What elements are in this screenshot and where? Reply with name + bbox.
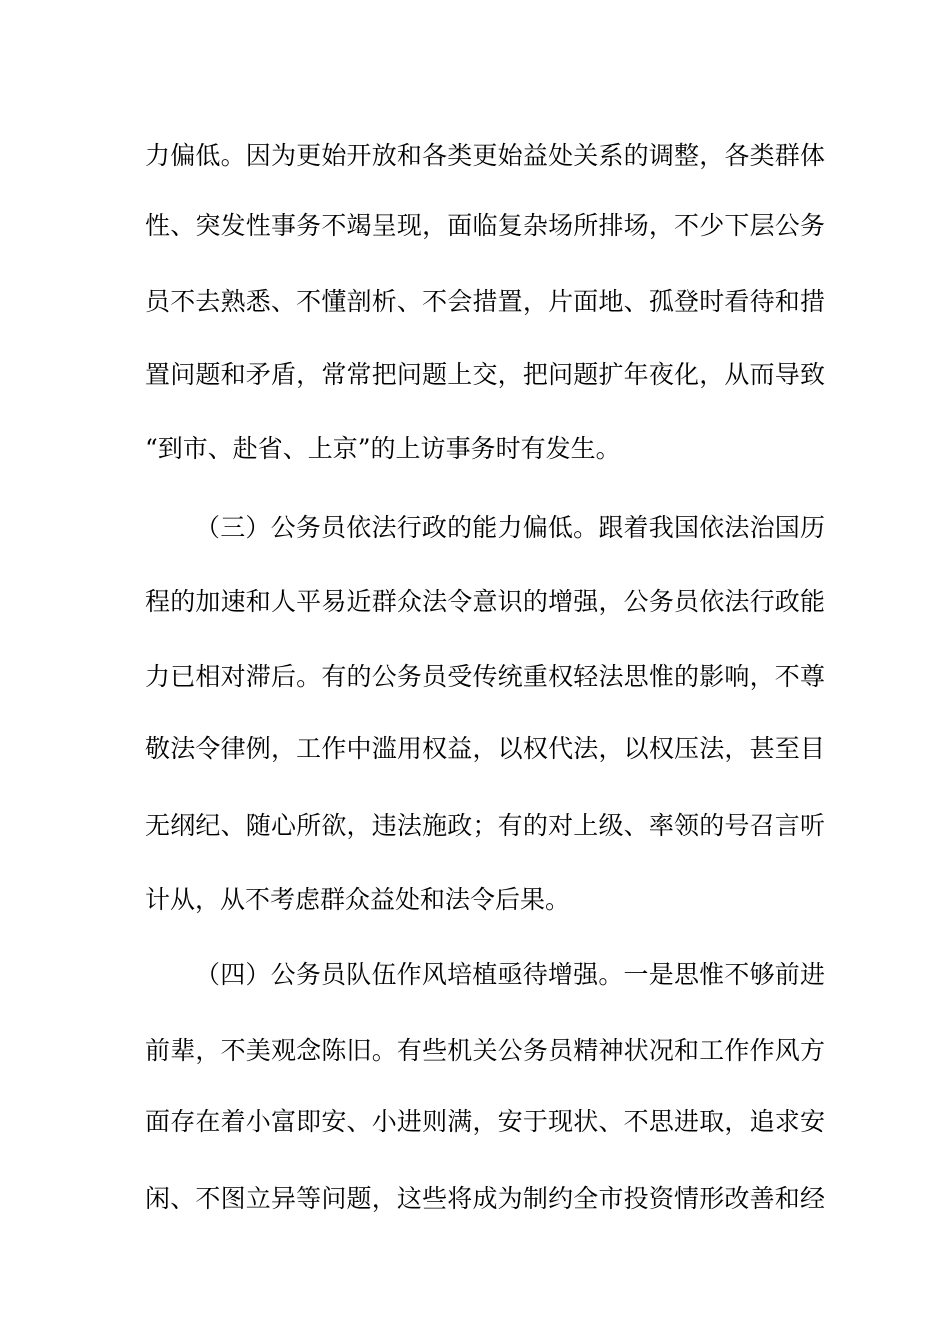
- text-line: 力已相对滞后。有的公务员受传统重权轻法思惟的影响，不尊: [145, 662, 825, 691]
- text-line: 性、突发性事务不竭呈现，面临复杂场所排场，不少下层公务: [145, 211, 825, 240]
- text-line: 无纲纪、随心所欲，违法施政；有的对上级、率领的号召言听: [145, 811, 825, 840]
- text-line: 计从，从不考虑群众益处和法令后果。: [145, 885, 571, 914]
- paragraph-first-line: （三）公务员依法行政的能力偏低。跟着我国依法治国历: [195, 513, 825, 542]
- paragraph-first-line: （四）公务员队伍作风培植亟待增强。一是思惟不够前进: [195, 960, 825, 989]
- text-line: “到市、赴省、上京”的上访事务时有发生。: [145, 434, 621, 463]
- text-line: 面存在着小富即安、小进则满，安于现状、不思进取，追求安: [145, 1107, 825, 1136]
- text-line: 程的加速和人平易近群众法令意识的增强，公务员依法行政能: [145, 587, 825, 616]
- text-line: 力偏低。因为更始开放和各类更始益处关系的调整，各类群体: [145, 141, 825, 170]
- text-line: 员不去熟悉、不懂剖析、不会措置，片面地、孤登时看待和措: [145, 287, 825, 316]
- text-line: 敬法令律例，工作中滥用权益，以权代法，以权压法，甚至目: [145, 734, 825, 763]
- text-line: 置问题和矛盾，常常把问题上交，把问题扩年夜化，从而导致: [145, 360, 825, 389]
- text-line: 前辈，不美观念陈旧。有些机关公务员精神状况和工作作风方: [145, 1036, 825, 1065]
- text-line: 闲、不图立异等问题，这些将成为制约全市投资情形改善和经: [145, 1184, 825, 1213]
